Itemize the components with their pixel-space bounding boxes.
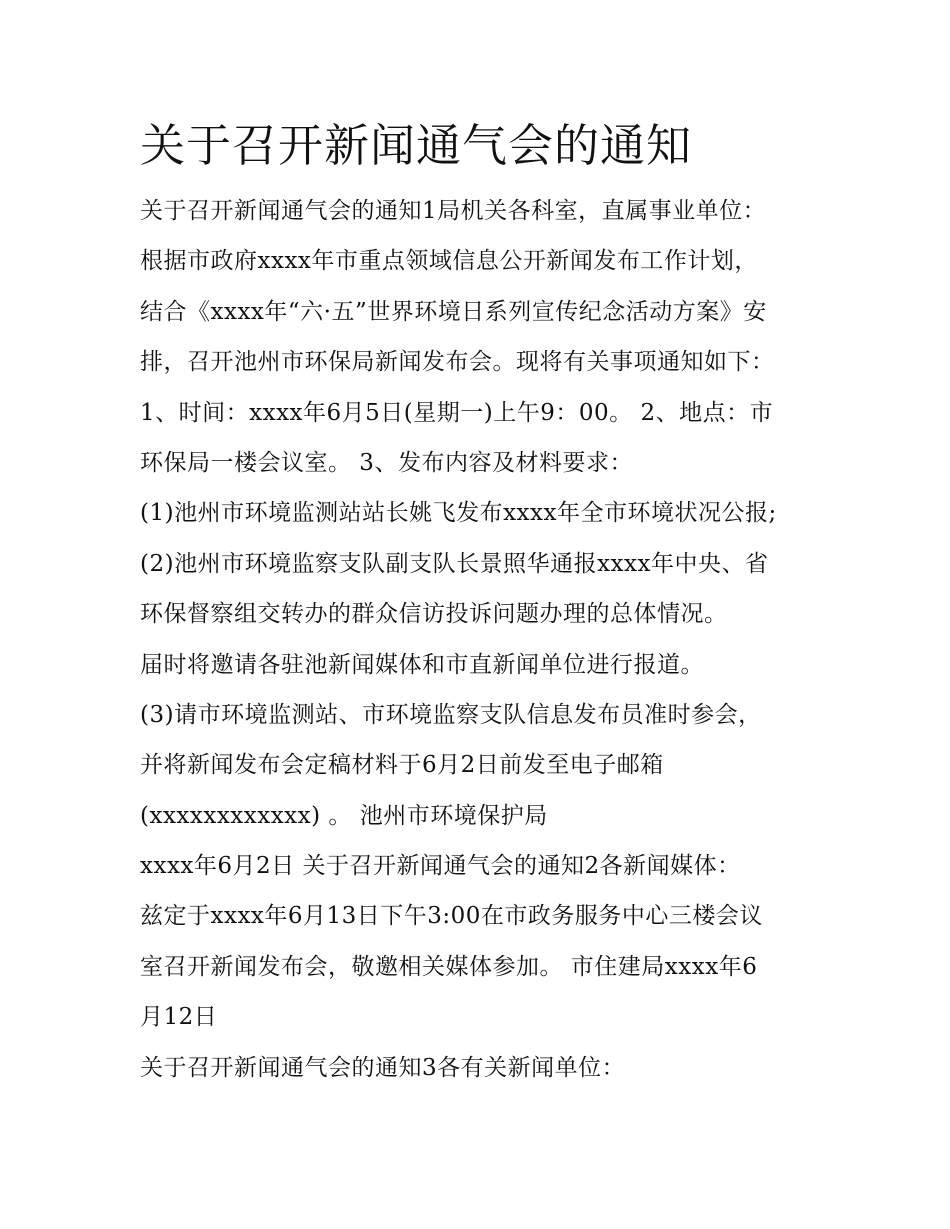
document-page xyxy=(140,112,810,1093)
body-line: 结合《xxxx年“六·五”世界环境日系列宣传纪念活动方案》安 xyxy=(140,298,767,325)
body-line: 环保局一楼会议室。 3、发布内容及材料要求： xyxy=(140,449,633,476)
body-line: (3)请市环境监测站、市环境监察支队信息发布员准时参会， xyxy=(140,701,762,728)
body-line: 届时将邀请各驻池新闻媒体和市直新闻单位进行报道。 xyxy=(140,651,704,678)
body-line: 关于召开新闻通气会的通知3各有关新闻单位： xyxy=(140,1054,626,1081)
body-line: 1、时间：xxxx年6月5日(星期一)上午9：00。 2、地点：市 xyxy=(140,399,774,426)
body-line: 环保督察组交转办的群众信访投诉问题办理的总体情况。 xyxy=(140,601,728,628)
body-line: 排，召开池州市环保局新闻发布会。现将有关事项通知如下： xyxy=(140,349,775,376)
document-body xyxy=(140,186,810,1093)
body-line: 并将新闻发布会定稿材料于6月2日前发至电子邮箱 xyxy=(140,752,664,779)
body-line: (1)池州市环境监测站站长姚飞发布xxxx年全市环境状况公报; xyxy=(140,500,777,527)
body-line: xxxx年6月2日 关于召开新闻通气会的通知2各新闻媒体： xyxy=(140,853,741,880)
body-line: 月12日 xyxy=(140,1004,218,1031)
body-line: 兹定于xxxx年6月13日下午3:00在市政务服务中心三楼会议 xyxy=(140,903,763,930)
body-line: 室召开新闻发布会，敬邀相关媒体参加。 市住建局xxxx年6 xyxy=(140,953,758,980)
document-title: 关于召开新闻通气会的通知 xyxy=(140,119,693,172)
body-line: 关于召开新闻通气会的通知1局机关各科室，直属事业单位： xyxy=(140,198,767,224)
body-line: 根据市政府xxxx年市重点领域信息公开新闻发布工作计划， xyxy=(140,248,758,275)
body-line: (xxxxxxxxxxxx) 。 池州市环境保护局 xyxy=(140,802,548,829)
body-line: (2)池州市环境监察支队副支队长景照华通报xxxx年中央、省 xyxy=(140,550,769,577)
